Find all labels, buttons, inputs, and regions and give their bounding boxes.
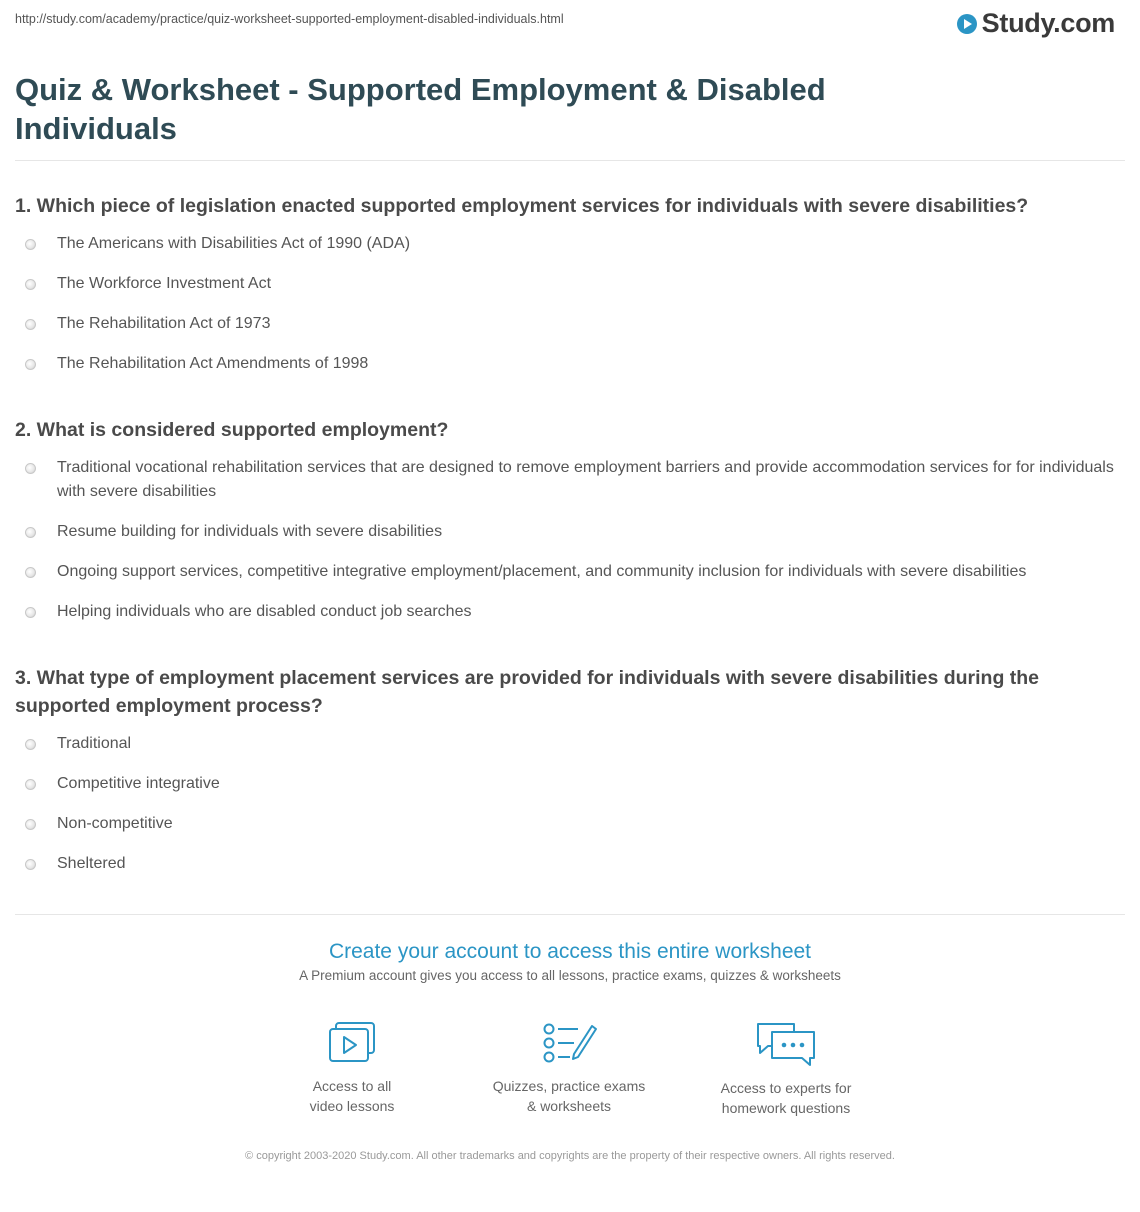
feature-label [257, 1076, 447, 1116]
title-divider [15, 160, 1125, 161]
answer-option[interactable] [15, 560, 1120, 584]
feature-line: Access to all [312, 1078, 392, 1094]
signup-cta [0, 938, 1140, 983]
section-divider [15, 914, 1125, 915]
answer-option[interactable] [15, 352, 1120, 376]
feature-label [474, 1076, 664, 1116]
radio-icon[interactable] [25, 359, 36, 370]
feature-line: homework questions [721, 1100, 851, 1116]
radio-icon[interactable] [25, 859, 36, 870]
answer-text: Helping individuals who are disabled conduct job searches [57, 603, 472, 620]
feature-line: Quizzes, practice exams [492, 1078, 646, 1094]
radio-icon[interactable] [25, 607, 36, 618]
top-bar [15, 0, 1125, 50]
answer-option[interactable] [15, 812, 1120, 836]
answer-text: Non-competitive [57, 815, 173, 832]
radio-icon[interactable] [25, 819, 36, 830]
page-title: Quiz & Worksheet - Supported Employment & Disabled Individuals [15, 72, 826, 146]
radio-icon[interactable] [25, 779, 36, 790]
question-3 [15, 664, 1120, 892]
feature-video-lessons [257, 1020, 447, 1116]
answer-text: Competitive integrative [57, 775, 220, 792]
answer-text: The Americans with Disabilities Act of 1990 (ADA) [57, 235, 411, 252]
answer-options [15, 456, 1120, 624]
page-url: http://study.com/academy/practice/quiz-worksheet-supported-employment-disabled-individuals.html [15, 12, 564, 26]
radio-icon[interactable] [25, 279, 36, 290]
answer-option[interactable] [15, 232, 1120, 256]
answer-text: Traditional vocational rehabilitation services that are designed to remove employment barriers and provide accommodation services for for individuals with severe disabilities [57, 459, 1114, 500]
quiz-checklist-icon [540, 1020, 598, 1066]
play-logo-icon [956, 13, 978, 35]
feature-line: Access to experts for [720, 1080, 852, 1096]
feature-line: video lessons [309, 1098, 395, 1114]
question-title: 2. What is considered supported employment? [15, 419, 449, 441]
answer-text: The Workforce Investment Act [57, 275, 272, 292]
logo-text: Study.com [981, 8, 1115, 38]
answer-text: Ongoing support services, competitive integrative employment/placement, and community inclusion for individuals with severe disabilities [57, 563, 1027, 580]
copyright-footer: © copyright 2003-2020 Study.com. All other trademarks and copyrights are the property of their respective owners. All rights reserved. [245, 1150, 895, 1162]
cta-link[interactable]: Create your account to access this entire worksheet [328, 940, 812, 963]
feature-line: & worksheets [526, 1098, 612, 1114]
answer-option[interactable] [15, 732, 1120, 756]
video-lesson-icon [326, 1020, 378, 1066]
question-title: 1. Which piece of legislation enacted supported employment services for individuals with severe disabilities? [15, 195, 1029, 217]
radio-icon[interactable] [25, 527, 36, 538]
study-logo[interactable] [956, 8, 1115, 39]
radio-icon[interactable] [25, 319, 36, 330]
feature-label [691, 1078, 881, 1118]
answer-text: Resume building for individuals with severe disabilities [57, 523, 443, 540]
answer-text: Sheltered [57, 855, 126, 872]
chat-bubbles-icon [754, 1020, 818, 1068]
answer-option[interactable] [15, 312, 1120, 336]
answer-option[interactable] [15, 852, 1120, 876]
radio-icon[interactable] [25, 567, 36, 578]
answer-options [15, 732, 1120, 876]
cta-subtitle: A Premium account gives you access to all lessons, practice exams, quizzes & worksheets [299, 968, 841, 983]
answer-option[interactable] [15, 456, 1120, 504]
answer-text: Traditional [57, 735, 132, 752]
answer-text: The Rehabilitation Act of 1973 [57, 315, 271, 332]
answer-option[interactable] [15, 600, 1120, 624]
answer-option[interactable] [15, 272, 1120, 296]
answer-option[interactable] [15, 772, 1120, 796]
radio-icon[interactable] [25, 239, 36, 250]
question-1 [15, 192, 1120, 392]
feature-quizzes [474, 1020, 664, 1116]
question-2 [15, 416, 1120, 640]
radio-icon[interactable] [25, 739, 36, 750]
question-title: 3. What type of employment placement services are provided for individuals with severe disabilities during the supported employment process? [15, 667, 1040, 717]
answer-option[interactable] [15, 520, 1120, 544]
answer-text: The Rehabilitation Act Amendments of 1998 [57, 355, 369, 372]
feature-experts [691, 1020, 881, 1118]
answer-options [15, 232, 1120, 376]
radio-icon[interactable] [25, 463, 36, 474]
